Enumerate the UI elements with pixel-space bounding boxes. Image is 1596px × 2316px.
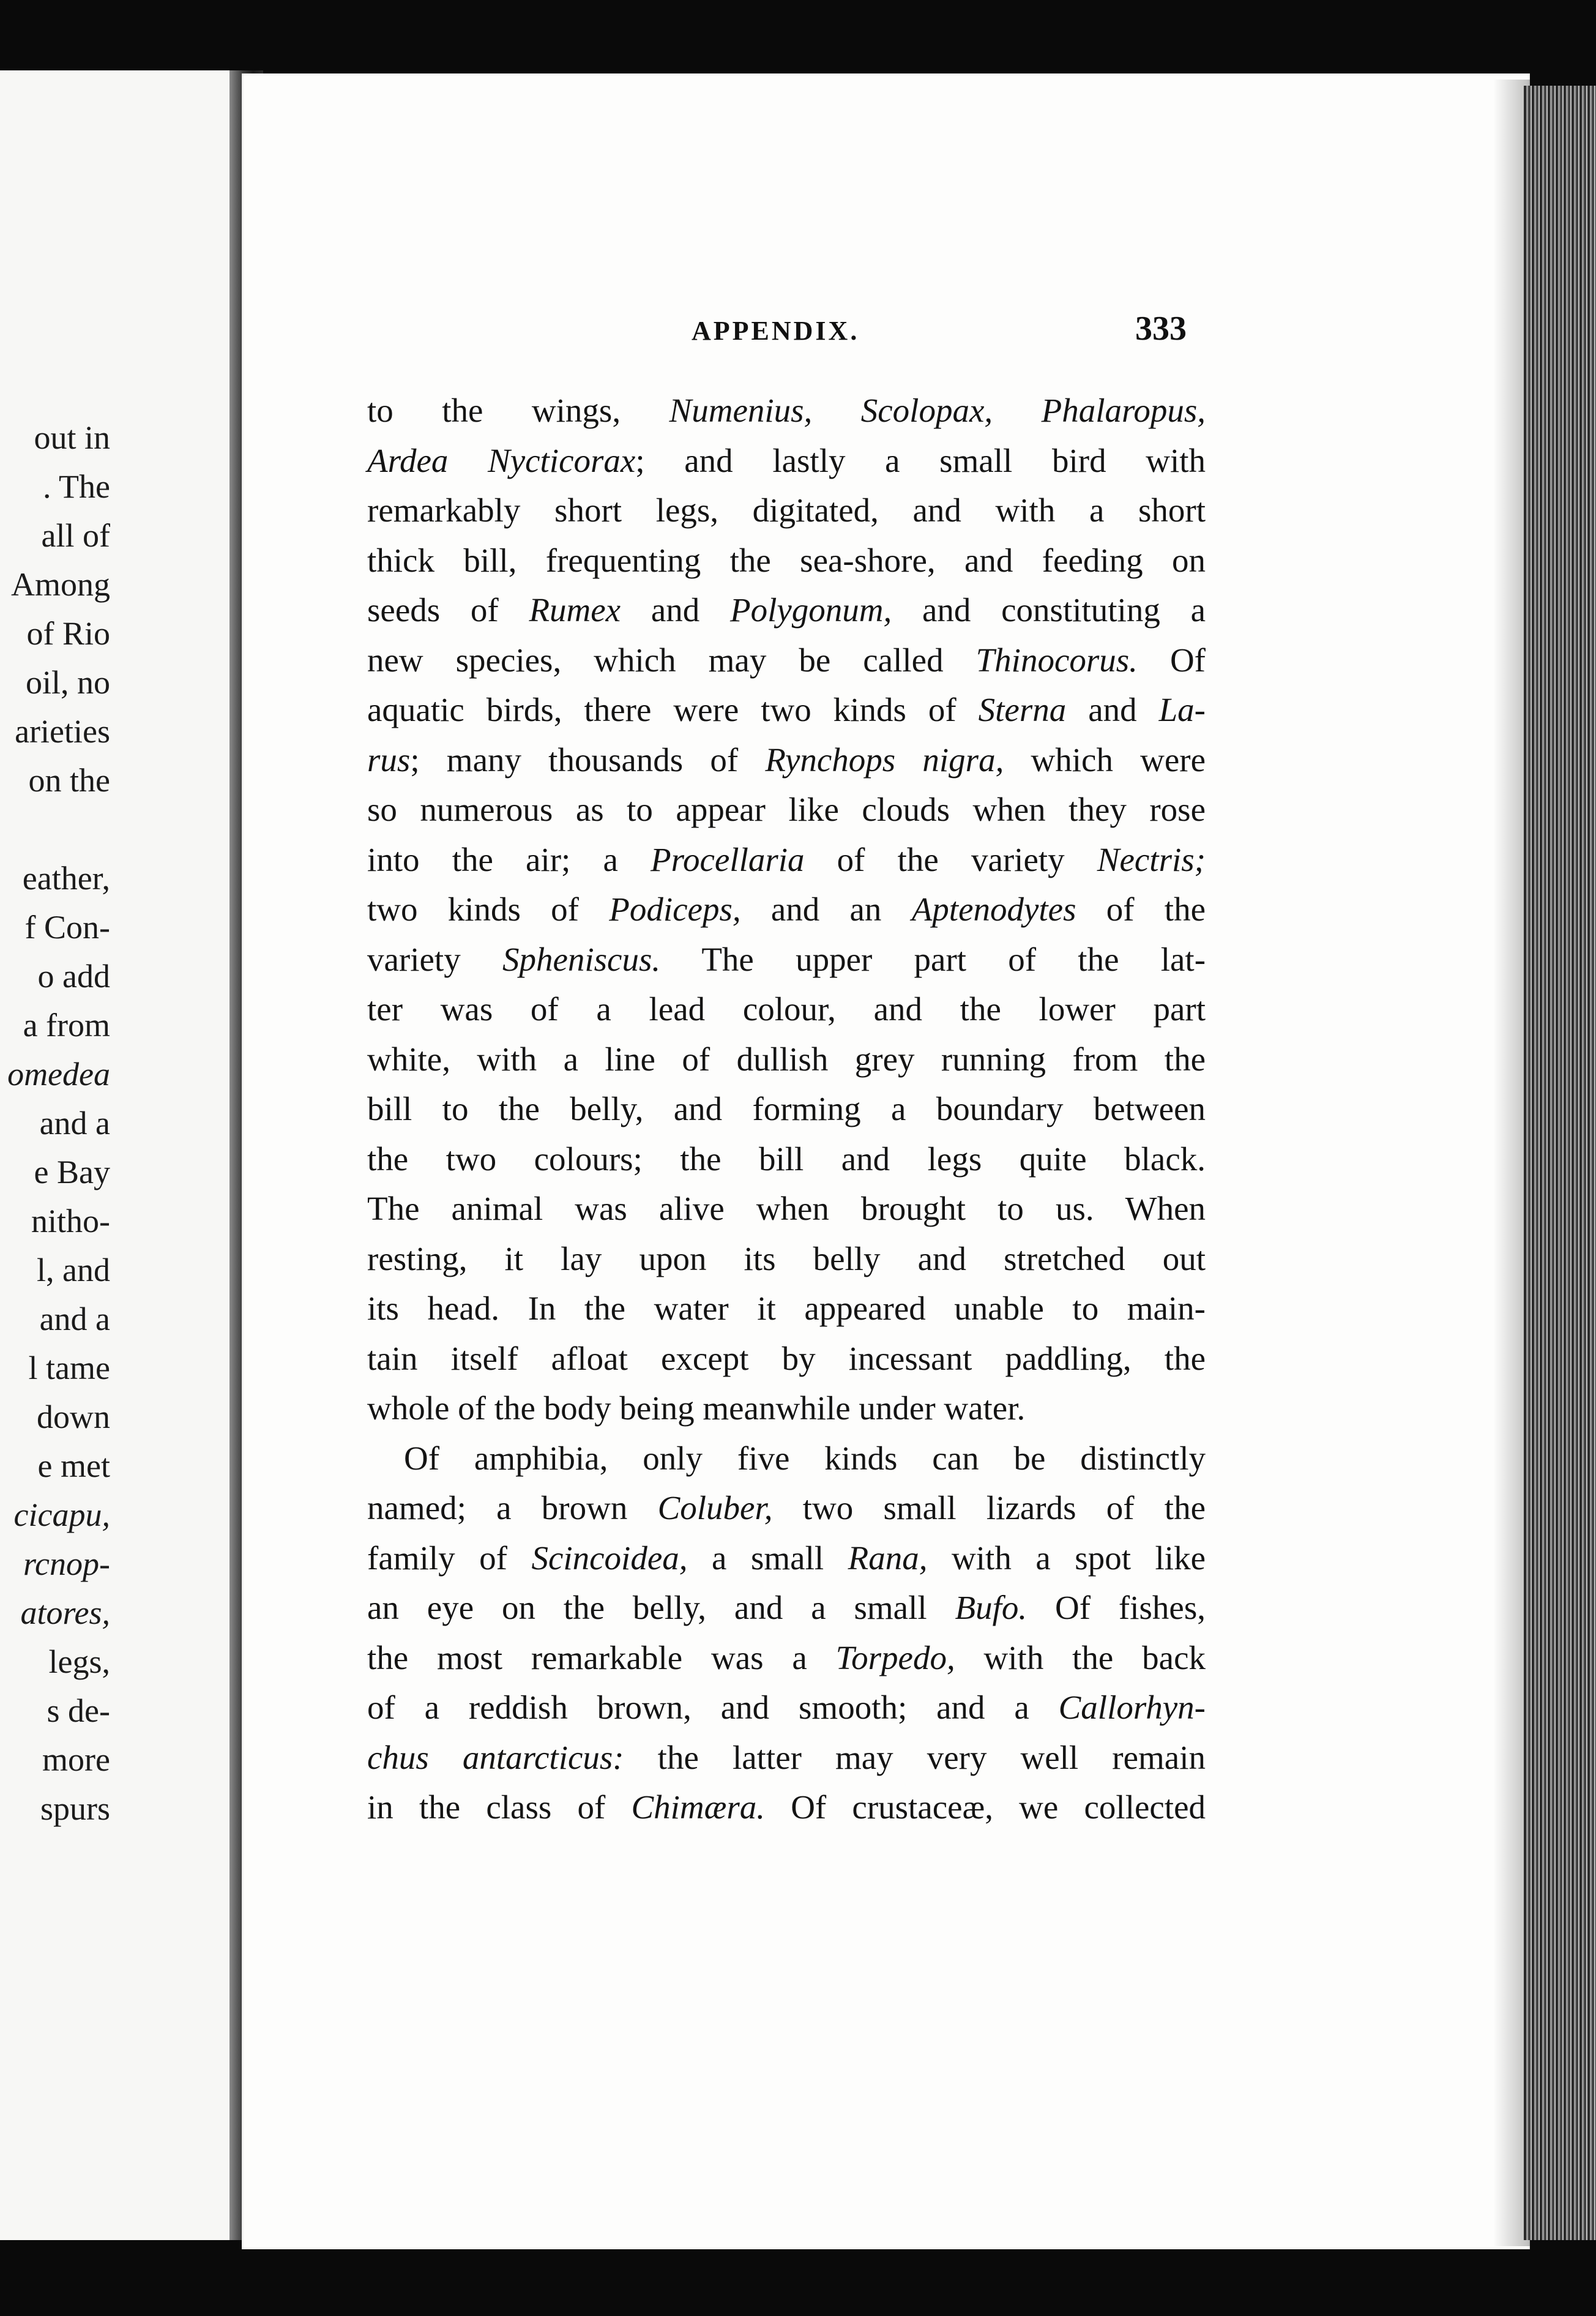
text-run: bill to the belly, and forming a boundary between xyxy=(367,1090,1206,1127)
text-run: variety xyxy=(367,940,502,978)
text-line xyxy=(367,984,1206,1034)
text-line xyxy=(367,1234,1206,1284)
left-page-line: arieties xyxy=(15,713,110,750)
italic-term: La- xyxy=(1158,691,1206,728)
running-head: APPENDIX. xyxy=(692,316,860,346)
left-page-line: l tame xyxy=(28,1350,110,1386)
text-run: remarkably short legs, digitated, and with a short xyxy=(367,491,1206,529)
text-line xyxy=(367,1633,1206,1683)
text-line xyxy=(367,1583,1206,1633)
left-page-line: of Rio xyxy=(26,615,110,652)
text-run: of the xyxy=(1076,891,1206,928)
text-line xyxy=(367,1782,1206,1832)
left-page-line: down xyxy=(37,1399,110,1435)
text-line xyxy=(367,386,1206,436)
text-line xyxy=(367,1383,1206,1433)
left-page-line: Among xyxy=(11,566,110,603)
left-page-line: o add xyxy=(37,958,110,995)
text-run: so numerous as to appear like clouds when they rose xyxy=(367,791,1206,828)
italic-term: Rumex xyxy=(529,591,621,629)
text-run: and xyxy=(1066,691,1159,728)
left-page-line: cicapu, xyxy=(13,1496,110,1533)
italic-term: Chimæra. xyxy=(631,1788,765,1826)
text-run: whole of the body being meanwhile under water. xyxy=(367,1389,1026,1427)
text-line xyxy=(367,436,1206,486)
text-run: tain itself afloat except by incessant paddling, the xyxy=(367,1339,1206,1377)
italic-term: Thinocorus. xyxy=(975,641,1138,679)
text-line xyxy=(367,1184,1206,1234)
left-page-line: and a xyxy=(39,1105,110,1141)
text-line xyxy=(367,1533,1206,1583)
text-line xyxy=(367,935,1206,985)
text-run: its head. In the water it appeared unable to main- xyxy=(367,1290,1206,1327)
left-page-line: all of xyxy=(41,517,110,554)
text-line xyxy=(367,785,1206,835)
text-line xyxy=(367,735,1206,785)
text-run: ; and lastly a small bird with xyxy=(635,441,1206,479)
text-run: the latter may very well remain xyxy=(624,1738,1206,1776)
italic-term: Podiceps, xyxy=(609,891,741,928)
text-run: Of amphibia, only five kinds can be distinctly xyxy=(404,1439,1206,1477)
left-page-line: e met xyxy=(37,1448,110,1484)
text-run: a small xyxy=(687,1539,848,1577)
left-page-line: e Bay xyxy=(34,1154,110,1190)
left-page-line: a from xyxy=(23,1007,110,1044)
left-page-line: f Con- xyxy=(24,909,110,946)
text-run: Of xyxy=(1137,641,1206,679)
text-run: of a reddish brown, and smooth; and a xyxy=(367,1689,1059,1726)
left-page-line: and a xyxy=(39,1301,110,1337)
text-line xyxy=(367,536,1206,586)
text-run: and constituting a xyxy=(892,591,1206,629)
text-line xyxy=(367,835,1206,885)
text-line xyxy=(367,585,1206,635)
left-page-line: on the xyxy=(28,762,110,799)
text-line xyxy=(367,685,1206,735)
text-line xyxy=(367,485,1206,536)
italic-term: Ardea Nycticorax xyxy=(367,441,636,479)
text-line xyxy=(367,1733,1206,1783)
text-run: family of xyxy=(367,1539,532,1577)
page-stack-edge xyxy=(1524,86,1596,2240)
text-run: seeds of xyxy=(367,591,529,629)
left-page-line: omedea xyxy=(7,1056,110,1093)
italic-term: Aptenodytes xyxy=(911,891,1076,928)
left-page-line: atores, xyxy=(20,1594,110,1631)
text-line xyxy=(367,1283,1206,1334)
text-run: named; a brown xyxy=(367,1489,658,1526)
text-run: an eye on the belly, and a small xyxy=(367,1589,955,1626)
left-page-line: oil, no xyxy=(25,664,110,701)
left-page-line: out in xyxy=(34,419,110,456)
text-run: with a spot like xyxy=(927,1539,1206,1577)
left-page-line: eather, xyxy=(22,860,110,897)
text-run: The animal was alive when brought to us. When xyxy=(367,1190,1206,1227)
italic-term: Callorhyn- xyxy=(1058,1689,1206,1726)
text-run: the two colours; the bill and legs quite black. xyxy=(367,1140,1206,1178)
text-run: in the class of xyxy=(367,1788,632,1826)
text-run: and xyxy=(621,591,730,629)
left-page-line: more xyxy=(42,1741,110,1778)
left-page-line: . The xyxy=(43,468,110,505)
text-run: of the variety xyxy=(804,840,1097,878)
left-page-line: l, and xyxy=(37,1252,110,1288)
text-line xyxy=(367,1034,1206,1085)
text-run: into the air; a xyxy=(367,840,651,878)
text-run: white, with a line of dullish grey running from the xyxy=(367,1040,1206,1078)
left-page-fragment xyxy=(0,70,229,2240)
italic-term: Scincoidea, xyxy=(531,1539,688,1577)
italic-term: Nectris; xyxy=(1097,840,1206,878)
italic-term: Torpedo, xyxy=(835,1638,955,1676)
italic-term: Coluber, xyxy=(657,1489,773,1526)
left-page-line: rcnop- xyxy=(23,1545,110,1582)
text-run: and an xyxy=(740,891,912,928)
text-run: thick bill, frequenting the sea-shore, and feeding on xyxy=(367,541,1206,579)
text-run: resting, it lay upon its belly and stretched out xyxy=(367,1239,1206,1277)
text-run: Of crustaceæ, we collected xyxy=(765,1788,1206,1826)
text-run: with the back xyxy=(955,1638,1206,1676)
text-line xyxy=(367,1683,1206,1733)
text-run: two small lizards of the xyxy=(772,1489,1206,1526)
text-run: The upper part of the lat- xyxy=(660,940,1206,978)
text-line xyxy=(367,884,1206,935)
text-line xyxy=(367,1483,1206,1533)
page-number: 333 xyxy=(1135,310,1187,348)
text-line xyxy=(367,1433,1206,1484)
text-line xyxy=(367,1084,1206,1134)
italic-term: Rana, xyxy=(848,1539,928,1577)
text-run: which were xyxy=(1004,741,1206,779)
text-line xyxy=(367,1334,1206,1384)
text-line xyxy=(367,635,1206,685)
italic-term: Sterna xyxy=(978,691,1067,728)
italic-term: Polygonum, xyxy=(729,591,892,629)
italic-term: Procellaria xyxy=(651,840,805,878)
italic-term: Bufo. xyxy=(955,1589,1027,1626)
text-run: the most remarkable was a xyxy=(367,1638,836,1676)
text-line xyxy=(367,1134,1206,1184)
italic-term: Numenius, Scolopax, Phalaropus, xyxy=(669,392,1206,429)
text-run: aquatic birds, there were two kinds of xyxy=(367,691,979,728)
text-run: new species, which may be called xyxy=(367,641,976,679)
text-run: ter was of a lead colour, and the lower part xyxy=(367,990,1206,1028)
text-run: to the wings, xyxy=(367,392,669,429)
text-run: ; many thousands of xyxy=(410,741,766,779)
left-page-line: spurs xyxy=(40,1790,110,1827)
left-page-line: legs, xyxy=(48,1643,110,1680)
left-page-line: s de- xyxy=(47,1692,110,1729)
text-run: Of fishes, xyxy=(1027,1589,1206,1626)
left-page-line: nitho- xyxy=(31,1203,110,1239)
italic-term: Spheniscus. xyxy=(502,940,661,978)
italic-term: Rynchops nigra, xyxy=(765,741,1004,779)
italic-term: chus antarcticus: xyxy=(367,1738,624,1776)
body-text xyxy=(367,386,1206,1832)
text-run: two kinds of xyxy=(367,891,610,928)
italic-term: rus xyxy=(367,741,411,779)
